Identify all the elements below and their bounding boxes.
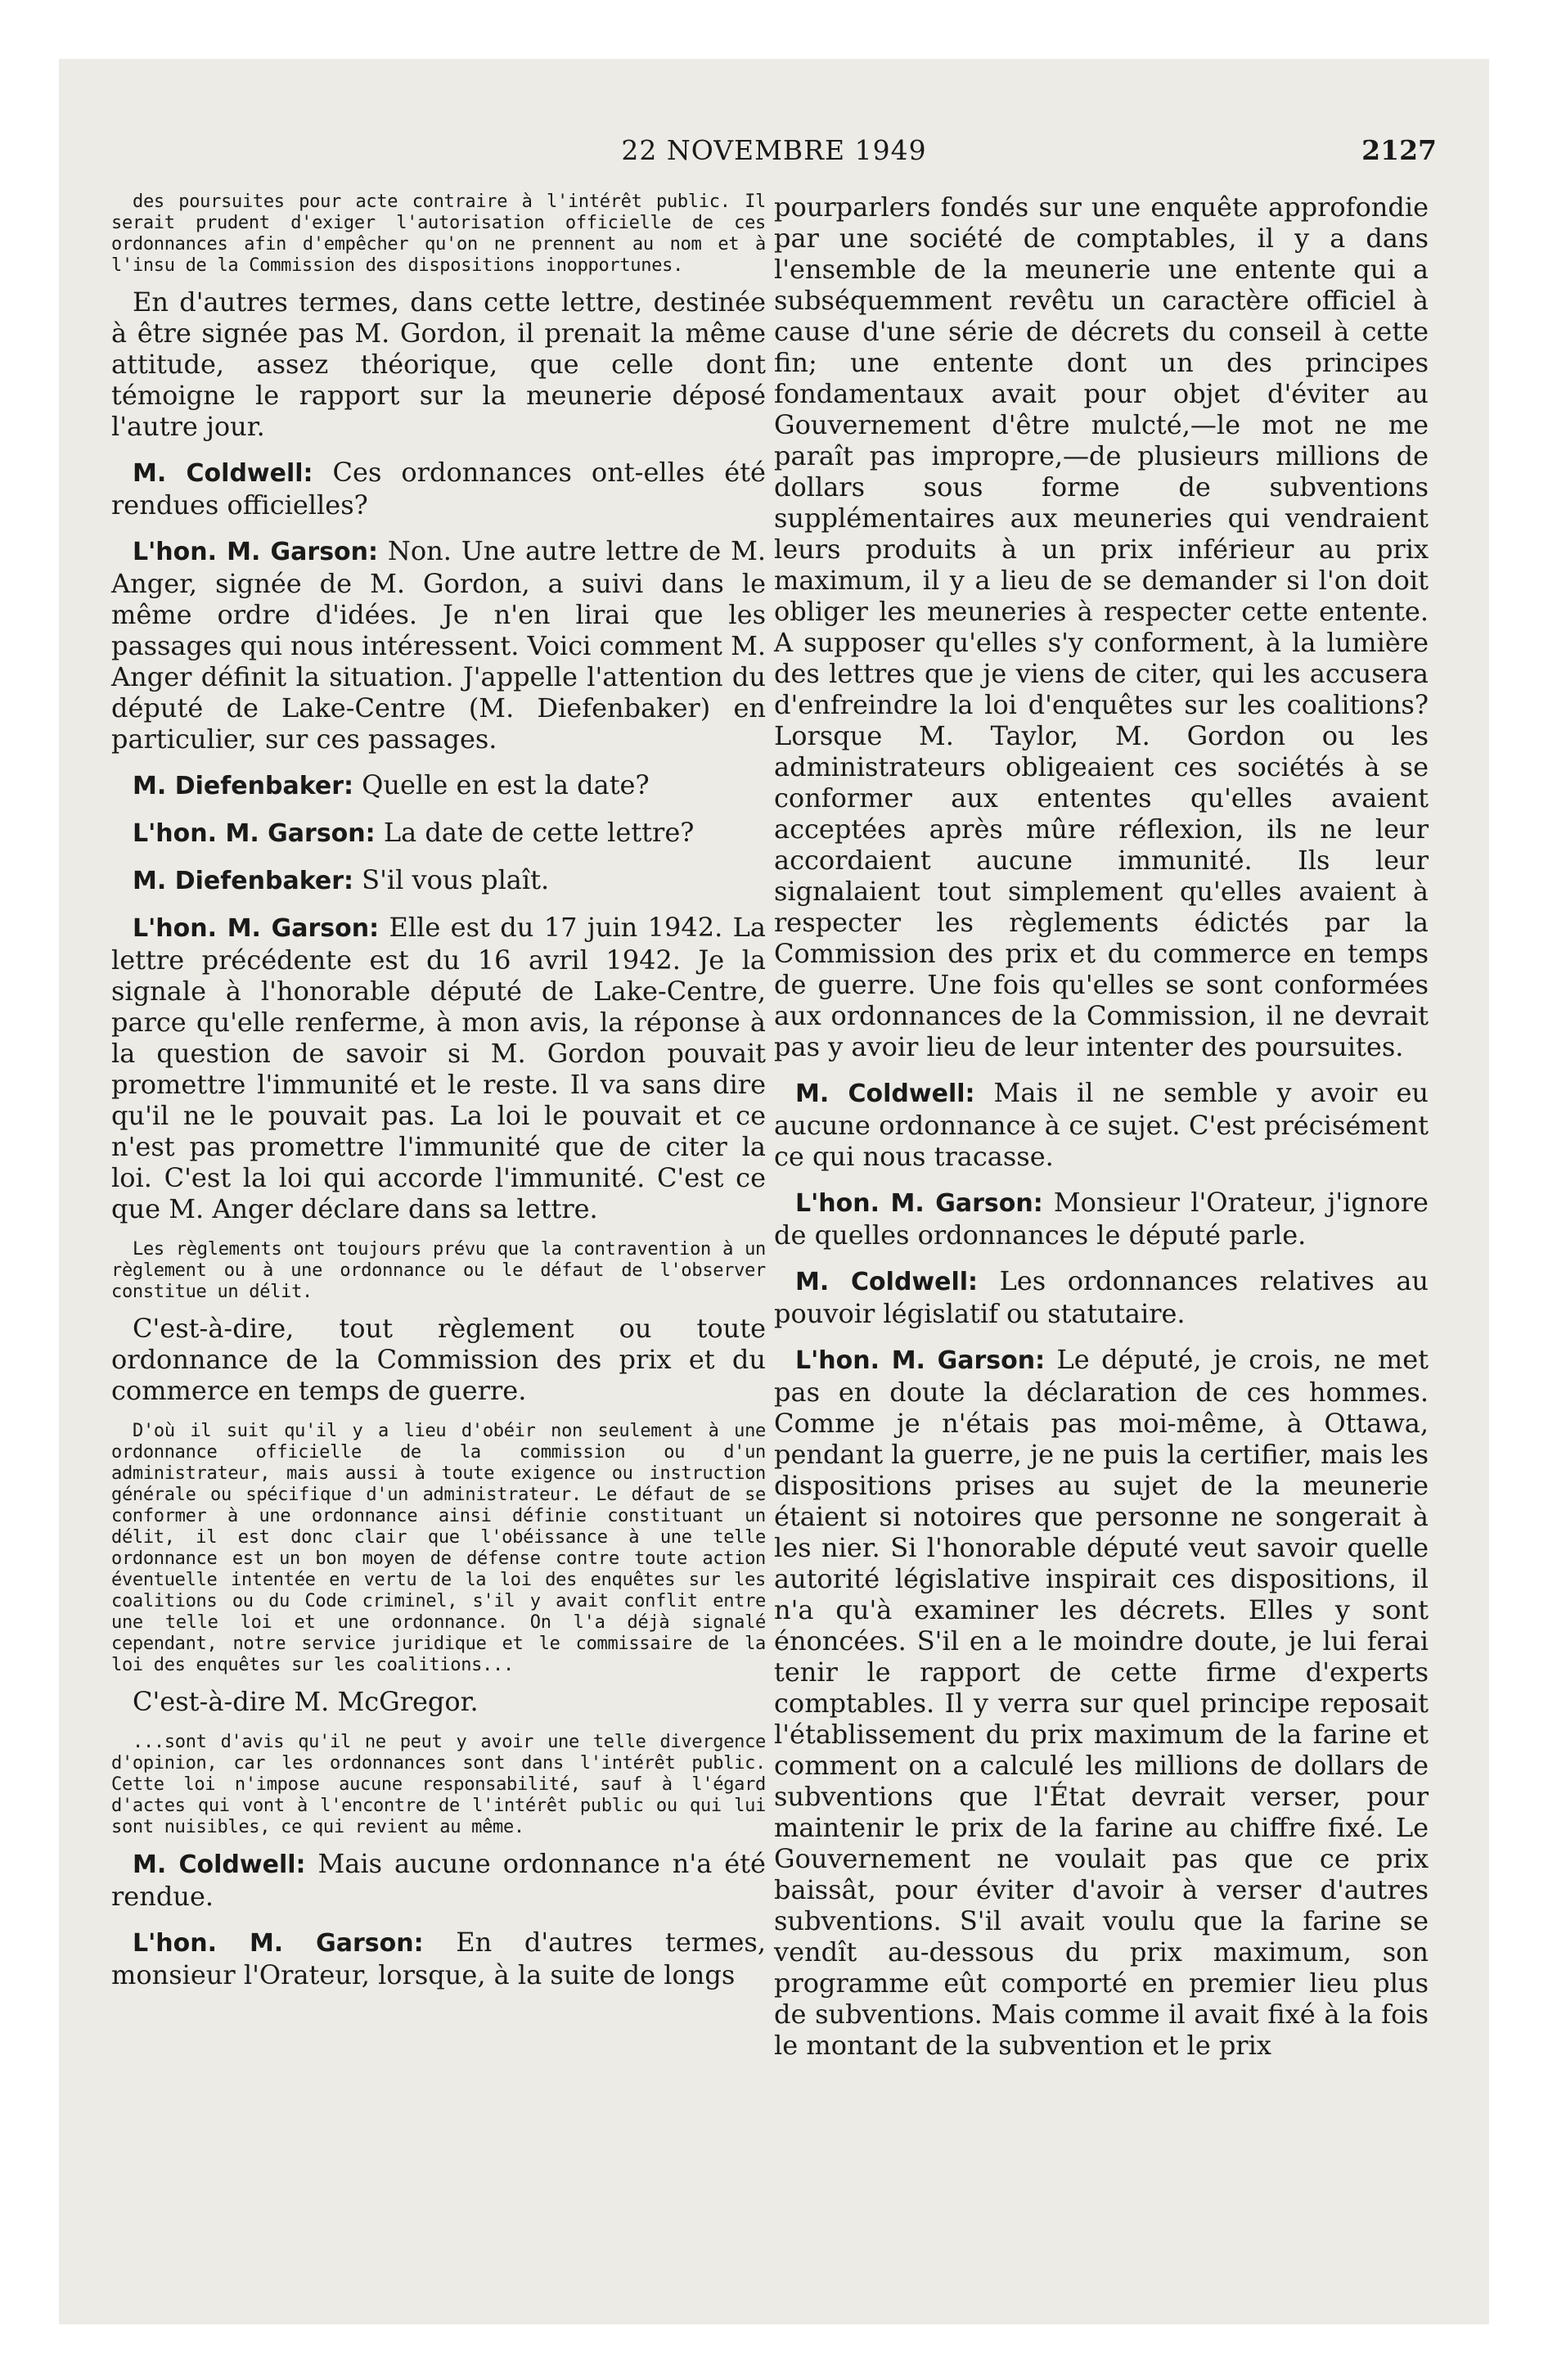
speaker-name: M. Coldwell: (795, 1268, 979, 1296)
speech-paragraph (774, 1187, 1429, 1251)
paragraph: C'est-à-dire M. McGregor. (133, 1686, 479, 1717)
speech-text: Ces ordonnances ont-elles été rendues officielles? (111, 457, 766, 521)
speech-paragraph (111, 817, 766, 850)
speaker-name: L'hon. M. Garson: (133, 538, 379, 566)
speech-text: Le député, je crois, ne met pas en doute la déclaration de ces hommes. Comme je n'étais pas moi-même, à Ottawa, pendant la guerre, je ne puis la certifier, mais les dispositions prises au sujet de la meunerie étaient si notoires que personne ne songerait à les nier. Si l'honorable député veut savoir quelle autorité législative inspirait ces dispositions, il n'a qu'à examiner les décrets. Elles y sont énoncées. S'il en a le moindre doute, je lui ferai tenir le rapport de cette firme d'experts comptables. Il y verra sur quel principe reposait l'établissement du prix maximum de la farine et comment on a calculé les millions de dollars de subventions que l'État devrait verser, pour maintenir le prix de la farine au chiffre fixé. Le Gouvernement ne voulait pas que ce prix baissât, pour éviter d'avoir à verser d'autres subventions. S'il avait voulu que la farine se vendît au-dessous du prix maximum, son programme eût comporté en premier lieu plus de subventions. Mais comme il avait fixé à la fois le montant de la subvention et le prix (774, 1344, 1429, 2061)
speech-text: La date de cette lettre? (375, 817, 695, 848)
speech-paragraph (774, 1344, 1429, 2061)
speech-text: Elle est du 17 juin 1942. La lettre précédente est du 16 avril 1942. Je la signale à l'honorable député de Lake-Centre, parce qu'elle renferme, à mon avis, la réponse à la question de savoir si M. Gordon pouvait promettre l'immunité et le reste. Il va sans dire qu'il ne le pouvait pas. La loi le pouvait et ce n'est pas promettre l'immunité que de citer la loi. C'est la loi qui accorde l'immunité. C'est ce que M. Anger déclare dans sa lettre. (111, 912, 767, 1224)
speaker-name: M. Coldwell: (133, 459, 313, 488)
speech-text: Quelle en est la date? (353, 769, 650, 800)
speech-paragraph (111, 864, 766, 897)
quoted-excerpt: D'où il suit qu'il y a lieu d'obéir non seulement à une ordonnance officielle de la commission ou d'un administrateur, mais aussi à toute exigence ou instruction générale ou spécifique d'un administrateur. Le défaut de se conformer à une ordonnance ainsi définie constituant un délit, il est donc clair que l'obéissance à une telle ordonnance est un bon moyen de défense contre toute action éventuelle intentée en vertu de la loi des enquêtes sur les coalitions ou du Code criminel, s'il y avait conflit entre une telle loi et une ordonnance. On l'a déjà signalé cependant, notre service juridique et le commissaire de la loi des enquêtes sur les coalitions... (111, 1421, 766, 1675)
speech-paragraph (111, 535, 766, 755)
page-header (59, 134, 1489, 183)
speech-text: S'il vous plaît. (353, 864, 550, 895)
document-page (59, 59, 1489, 2324)
speech-paragraph (774, 1077, 1429, 1172)
speech-paragraph (111, 1848, 766, 1912)
header-date: 22 NOVEMBRE 1949 (621, 134, 927, 166)
quoted-excerpt: des poursuites pour acte contraire à l'intérêt public. Il serait prudent d'exiger l'autorisation officielle de ces ordonnances afin d'empêcher qu'on ne prennent au nom et à l'insu de la Commission des dispositions inopportunes. (111, 192, 766, 276)
speech-text: Non. Une autre lettre de M. Anger, signée de M. Gordon, a suivi dans le même ordre d'idées. Je n'en lirai que les passages qui nous intéressent. Voici comment M. Anger définit la situation. J'appelle l'attention du député de Lake-Centre (M. Diefenbaker) en particulier, sur ces passages. (111, 535, 767, 755)
speaker-name: L'hon. M. Garson: (133, 914, 380, 943)
speech-paragraph (111, 457, 766, 521)
speaker-name: M. Diefenbaker: (133, 772, 353, 800)
speaker-name: L'hon. M. Garson: (133, 819, 376, 848)
paragraph: En d'autres termes, dans cette lettre, destinée à être signée pas M. Gordon, il prenait la même attitude, assez théorique, que celle dont témoigne le rapport sur la meunerie déposé l'autre jour. (111, 286, 766, 442)
speaker-name: L'hon. M. Garson: (133, 1929, 424, 1958)
left-column (111, 192, 766, 2005)
quoted-excerpt: ...sont d'avis qu'il ne peut y avoir une telle divergence d'opinion, car les ordonnances sont dans l'intérêt public. Cette loi n'impose aucune responsabilité, sauf à l'égard d'actes qui vont à l'encontre de l'intérêt public ou qui lui sont nuisibles, ce qui revient au même. (111, 1732, 766, 1837)
speech-paragraph (111, 769, 766, 802)
paragraph: pourparlers fondés sur une enquête approfondie par une société de comptables, il y a dans l'ensemble de la meunerie une entente qui a subséquemment revêtu un caractère officiel à cause d'une série de décrets du conseil à cette fin; une entente dont un des principes fondamentaux avait pour objet d'éviter au Gouvernement d'être mulcté,—le mot ne me paraît pas impropre,—de plusieurs millions de dollars sous forme de subventions supplémentaires aux meuneries qui vendraient leurs produits à un prix inférieur au prix maximum, il y a lieu de se demander si l'on doit obliger les meuneries à respecter cette entente. A supposer qu'elles s'y conforment, à la lumière des lettres que je viens de citer, qui les accusera d'enfreindre la loi d'enquêtes sur les coalitions? Lorsque M. Taylor, M. Gordon ou les administrateurs obligeaient ces sociétés à se conformer aux ententes qu'elles avaient acceptées après mûre réflexion, ils ne leur accordaient aucune immunité. Ils leur signalaient tout simplement qu'elles avaient à respecter les règlements édictés par la Commission des prix et du commerce en temps de guerre. Une fois qu'elles se sont conformées aux ordonnances de la Commission, il ne devrait pas y avoir lieu de leur intenter des poursuites. (774, 192, 1429, 1062)
speech-text: Mais aucune ordonnance n'a été rendue. (111, 1848, 766, 1912)
paragraph: C'est-à-dire, tout règlement ou toute ordonnance de la Commission des prix et du commerce en temps de guerre. (111, 1313, 766, 1406)
speech-text: Monsieur l'Orateur, j'ignore de quelles ordonnances le député parle. (774, 1187, 1429, 1251)
speech-text: Mais il ne semble y avoir eu aucune ordonnance à ce sujet. C'est précisément ce qui nous tracasse. (774, 1077, 1429, 1172)
speaker-name: M. Diefenbaker: (133, 867, 353, 895)
speaker-name: L'hon. M. Garson: (795, 1346, 1046, 1375)
right-column (774, 192, 1429, 2076)
speech-paragraph (111, 1927, 766, 1990)
speech-paragraph (111, 912, 766, 1224)
speech-paragraph (774, 1265, 1429, 1329)
speaker-name: M. Coldwell: (795, 1080, 975, 1108)
speech-text: En d'autres termes, monsieur l'Orateur, lorsque, à la suite de longs (111, 1927, 766, 1990)
speech-text: Les ordonnances relatives au pouvoir législatif ou statutaire. (774, 1265, 1429, 1329)
speaker-name: L'hon. M. Garson: (795, 1189, 1043, 1218)
quoted-excerpt: Les règlements ont toujours prévu que la contravention à un règlement ou à une ordonnance ou le défaut de l'observer constitue un délit. (111, 1239, 766, 1302)
speaker-name: M. Coldwell: (133, 1850, 306, 1879)
page-number: 2127 (1361, 134, 1437, 166)
